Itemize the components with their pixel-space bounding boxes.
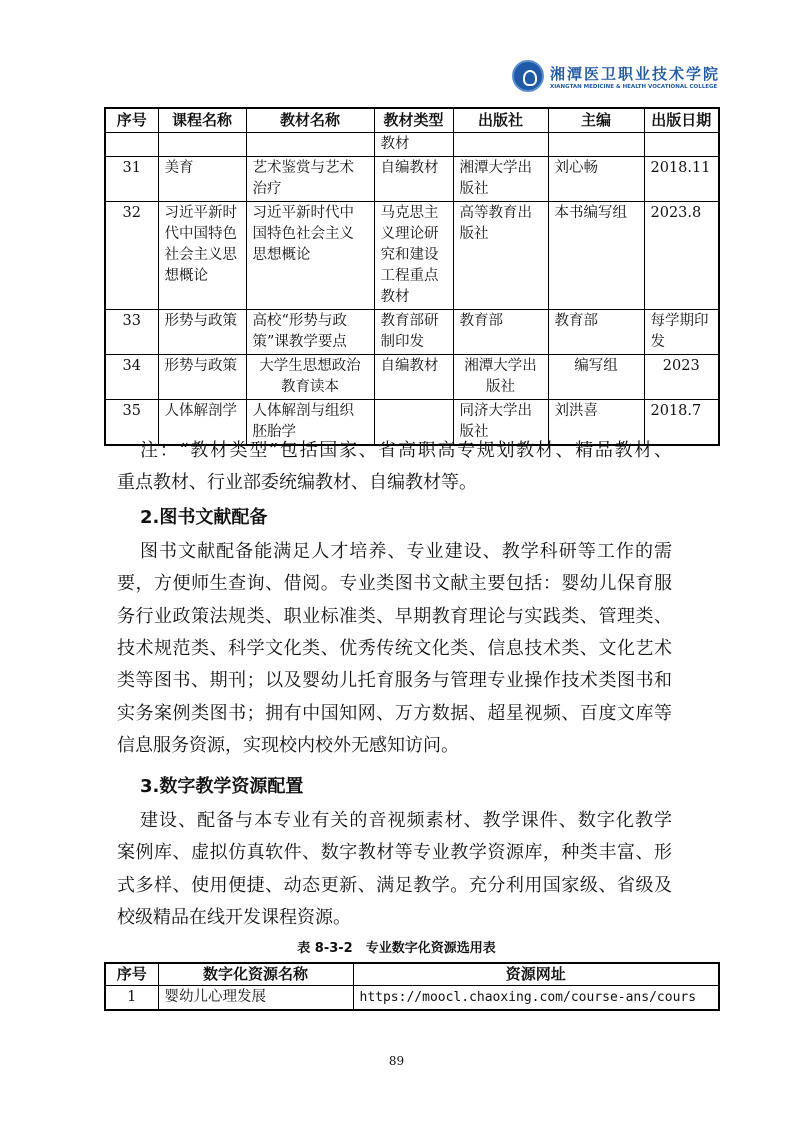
logo-english-name: XIANGTAN MEDICINE & HEALTH VOCATIONAL COLLEGE (550, 83, 718, 90)
table-cell: 2023 (644, 354, 719, 399)
table-cell: 2018.7 (644, 399, 719, 445)
table-cell: 编写组 (548, 354, 644, 399)
table-cell: 形势与政策 (158, 354, 246, 399)
digital-resource-table (104, 962, 720, 1011)
paragraph-line: 图书文献配备能满足人才培养、专业建设、教学科研等工作的需 (140, 541, 672, 562)
table-row (105, 201, 719, 309)
table-cell: 35 (105, 399, 158, 445)
logo-chinese-name: 湘潭医卫职业技术学院 (550, 64, 721, 83)
table-cell (158, 132, 246, 156)
table-cell: 马克思主义理论研究和建设工程重点教材 (374, 201, 453, 309)
table-cell: 高等教育出版社 (453, 201, 548, 309)
paragraph-line: 案例库、虚拟仿真软件、数字教材等专业教学资源库，种类丰富、形 (117, 842, 672, 864)
table-row (105, 986, 719, 1011)
paragraph-line: 要，方便师生查询、借阅。专业类图书文献主要包括：婴幼儿保育服 (117, 573, 672, 595)
paragraph-line: 注：“教材类型”包括国家、省高职高专规划教材、精品教材、 (140, 440, 672, 461)
table-cell: 人体解剖与组织胚胎学 (246, 399, 374, 445)
column-header: 序号 (105, 963, 158, 986)
paragraph-line: 实务案例类图书；拥有中国知网、万方数据、超星视频、百度文库等 (117, 702, 672, 724)
table-cell: 教育部 (548, 309, 644, 354)
paragraph-line: 信息服务资源，实现校内校外无感知访问。 (117, 734, 459, 756)
table-cell: https://moocl.chaoxing.com/course-ans/cours (353, 986, 719, 1011)
page-number: 89 (388, 1054, 405, 1068)
table-cell: 31 (105, 156, 158, 201)
table-cell: 形势与政策 (158, 309, 246, 354)
table-cell: 同济大学出版社 (453, 399, 548, 445)
table-cell: 湘潭大学出版社 (453, 354, 548, 399)
paragraph-line: 类等图书、期刊；以及婴幼儿托育服务与管理专业操作技术类图书和 (117, 670, 672, 692)
table-cell: 婴幼儿心理发展 (158, 986, 353, 1011)
paragraph-line: 技术规范类、科学文化类、优秀传统文化类、信息技术类、文化艺术 (117, 637, 672, 659)
table-cell: 2023.8 (644, 201, 719, 309)
paragraph-line: 重点教材、行业部委统编教材、自编教材等。 (117, 472, 477, 494)
table-cell: 习近平新时代中国特色社会主义思想概论 (158, 201, 246, 309)
section-heading: 3.数字教学资源配置 (140, 776, 304, 797)
table-cell (644, 132, 719, 156)
column-header: 教材名称 (246, 108, 374, 132)
section-heading: 2.图书文献配备 (140, 507, 268, 528)
table-cell: 大学生思想政治教育读本 (246, 354, 374, 399)
column-header: 资源网址 (353, 963, 719, 986)
table-cell (453, 132, 548, 156)
column-header: 出版社 (453, 108, 548, 132)
table-row (105, 354, 719, 399)
column-header: 序号 (105, 108, 158, 132)
column-header: 课程名称 (158, 108, 246, 132)
table-cell: 34 (105, 354, 158, 399)
table-cell: 习近平新时代中国特色社会主义思想概论 (246, 201, 374, 309)
paragraph-line: 式多样、使用便捷、动态更新、满足教学。充分利用国家级、省级及 (117, 874, 672, 896)
table-row (105, 132, 719, 156)
table-cell: 2018.11 (644, 156, 719, 201)
table-cell: 人体解剖学 (158, 399, 246, 445)
table-cell: 自编教材 (374, 354, 453, 399)
column-header: 数字化资源名称 (158, 963, 353, 986)
table-cell (548, 132, 644, 156)
textbook-table (104, 107, 720, 446)
table-cell: 33 (105, 309, 158, 354)
table-cell: 高校“形势与政策”课教学要点 (246, 309, 374, 354)
table-cell: 教育部 (453, 309, 548, 354)
table-cell: 每学期印发 (644, 309, 719, 354)
column-header: 主编 (548, 108, 644, 132)
table-cell: 教育部研制印发 (374, 309, 453, 354)
column-header: 教材类型 (374, 108, 453, 132)
table-cell: 湘潭大学出版社 (453, 156, 548, 201)
table-cell (105, 132, 158, 156)
table-caption: 表 8-3-2 专业数字化资源选用表 (297, 941, 496, 956)
table-cell (246, 132, 374, 156)
college-seal-icon (512, 60, 544, 92)
paragraph-line: 校级精品在线开发课程资源。 (117, 906, 351, 928)
table-cell: 本书编写组 (548, 201, 644, 309)
paragraph-line: 建设、配备与本专业有关的音视频素材、教学课件、数字化教学 (140, 810, 672, 831)
table-cell: 美育 (158, 156, 246, 201)
table-row (105, 156, 719, 201)
table-cell: 艺术鉴赏与艺术治疗 (246, 156, 374, 201)
table-row (105, 309, 719, 354)
table-cell: 刘洪喜 (548, 399, 644, 445)
table-cell: 教材 (374, 132, 453, 156)
table-cell: 自编教材 (374, 156, 453, 201)
column-header: 出版日期 (644, 108, 719, 132)
college-logo (512, 60, 720, 92)
table-cell: 32 (105, 201, 158, 309)
table-cell: 刘心畅 (548, 156, 644, 201)
paragraph-line: 务行业政策法规类、职业标准类、早期教育理论与实践类、管理类、 (117, 605, 672, 627)
table-cell: 1 (105, 986, 158, 1011)
